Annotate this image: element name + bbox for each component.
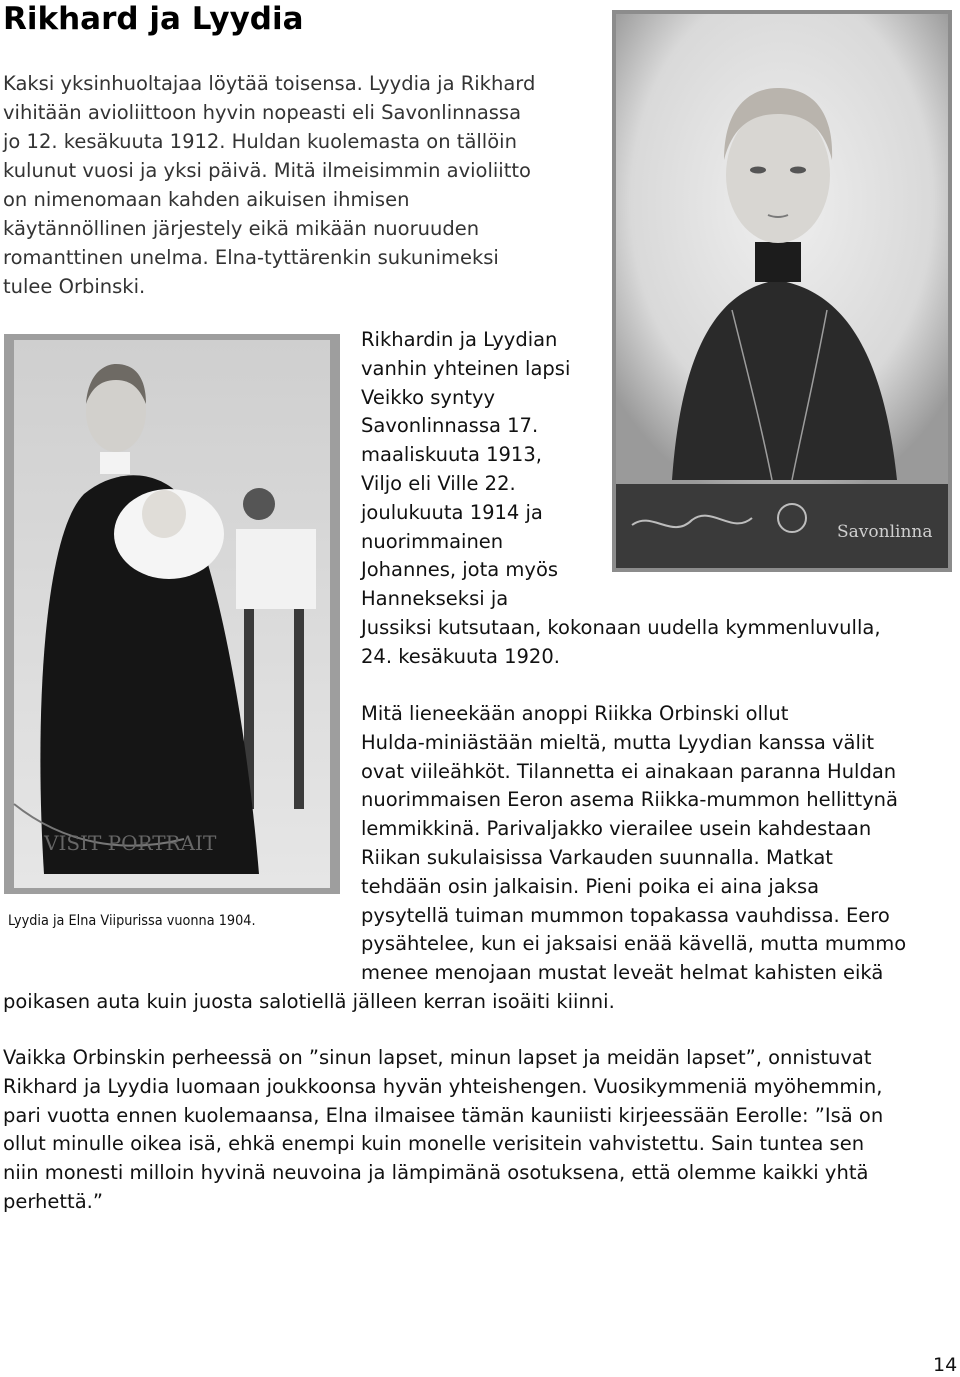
text-line: ollut minulle oikea isä, ehkä enempi kuin monelle verisitein vahvistettu. Sain tuntea sen <box>3 1132 865 1156</box>
text-line: Mitä lieneekään anoppi Riikka Orbinski ollut <box>361 702 789 725</box>
text-line: nuorimmaisen Eeron asema Riikka-mummon hellittynä <box>361 788 898 812</box>
text-line: ovat viileähköt. Tilannetta ei ainakaan paranna Huldan <box>361 759 897 783</box>
text-line: Hulda-miniästään mieltä, mutta Lyydian kanssa välit <box>361 730 874 754</box>
children-paragraph <box>361 326 881 672</box>
text-line: pysytellä tuiman mummon topakassa vauhdissa. Eero <box>361 903 890 927</box>
photo-caption: Lyydia ja Elna Viipurissa vuonna 1904. <box>8 913 256 929</box>
text-line: romanttinen unelma. Elna-tyttärenkin sukunimeksi <box>3 246 499 269</box>
text-line: lemmikkinä. Parivaljakko vierailee usein kahdestaan <box>361 817 872 841</box>
mother-baby-photo-image <box>4 334 340 894</box>
photo-imprint: VISIT PORTRAIT <box>44 831 217 855</box>
text-line: perhettä.” <box>3 1189 103 1213</box>
text-line: Kaksi yksinhuoltajaa löytää toisensa. Lyydia ja Rikhard <box>3 72 536 95</box>
page-title: Rikhard ja Lyydia <box>3 1 304 37</box>
closing-paragraph <box>3 1044 883 1217</box>
mother-baby-photo <box>4 334 340 894</box>
text-line: Hannekseksi ja <box>361 587 509 611</box>
text-line: pysähtelee, kun ei jaksaisi enää kävellä, mutta mummo <box>361 932 907 956</box>
text-line: on nimenomaan kahden aikuisen ihmisen <box>3 188 410 211</box>
text-line: Vaikka Orbinskin perheessä on ”sinun lapset, minun lapset ja meidän lapset”, onnistuvat <box>3 1046 872 1069</box>
text-line: pari vuotta ennen kuolemaansa, Elna ilmaisee tämän kauniisti kirjeessään Eerolle: ”Isä on <box>3 1103 884 1127</box>
text-line: tehdään osin jalkaisin. Pieni poika ei aina jaksa <box>361 874 820 898</box>
text-line: Viljo eli Ville 22. <box>361 471 516 495</box>
text-line: Riikan sukulaisissa Varkauden suunnalla. Matkat <box>361 845 833 869</box>
text-line: Johannes, jota myös <box>361 558 559 582</box>
text-line: joulukuuta 1914 ja <box>361 500 543 524</box>
text-line: Rikhardin ja Lyydian <box>361 328 558 351</box>
page-number: 14 <box>933 1354 958 1376</box>
text-line: kulunut vuosi ja yksi päivä. Mitä ilmeisimmin avioliitto <box>3 159 531 182</box>
text-line: vihitään avioliittoon hyvin nopeasti eli Savonlinnassa <box>3 101 522 124</box>
text-line: tulee Orbinski. <box>3 275 146 298</box>
text-line: Rikhard ja Lyydia luomaan joukkoonsa hyvän yhteishengen. Vuosikymmeniä myöhemmin, <box>3 1074 883 1098</box>
text-line: jo 12. kesäkuuta 1912. Huldan kuolemasta on tällöin <box>3 130 517 153</box>
text-line: Savonlinnassa 17. <box>361 414 539 438</box>
text-line: maaliskuuta 1913, <box>361 443 542 467</box>
text-line: vanhin yhteinen lapsi <box>361 356 571 380</box>
portrait-imprint: Savonlinna <box>837 522 933 542</box>
text-line: niin monesti milloin hyvinä neuvoina ja lämpimänä osotuksena, että olemme kaikki yhtä <box>3 1161 869 1185</box>
text-line: Jussiksi kutsutaan, kokonaan uudella kymmenluvulla, <box>361 615 881 639</box>
text-line: nuorimmainen <box>361 529 504 553</box>
text-line: menee menojaan mustat leveät helmat kahisten eikä <box>361 961 884 985</box>
text-line: poikasen auta kuin juosta salotiellä jälleen kerran isoäiti kiinni. <box>3 989 615 1013</box>
text-line: Veikko syntyy <box>361 385 496 409</box>
text-line: 24. kesäkuuta 1920. <box>361 644 560 668</box>
intro-paragraph <box>3 69 588 301</box>
text-line: käytännöllinen järjestely eikä mikään nuoruuden <box>3 217 480 240</box>
